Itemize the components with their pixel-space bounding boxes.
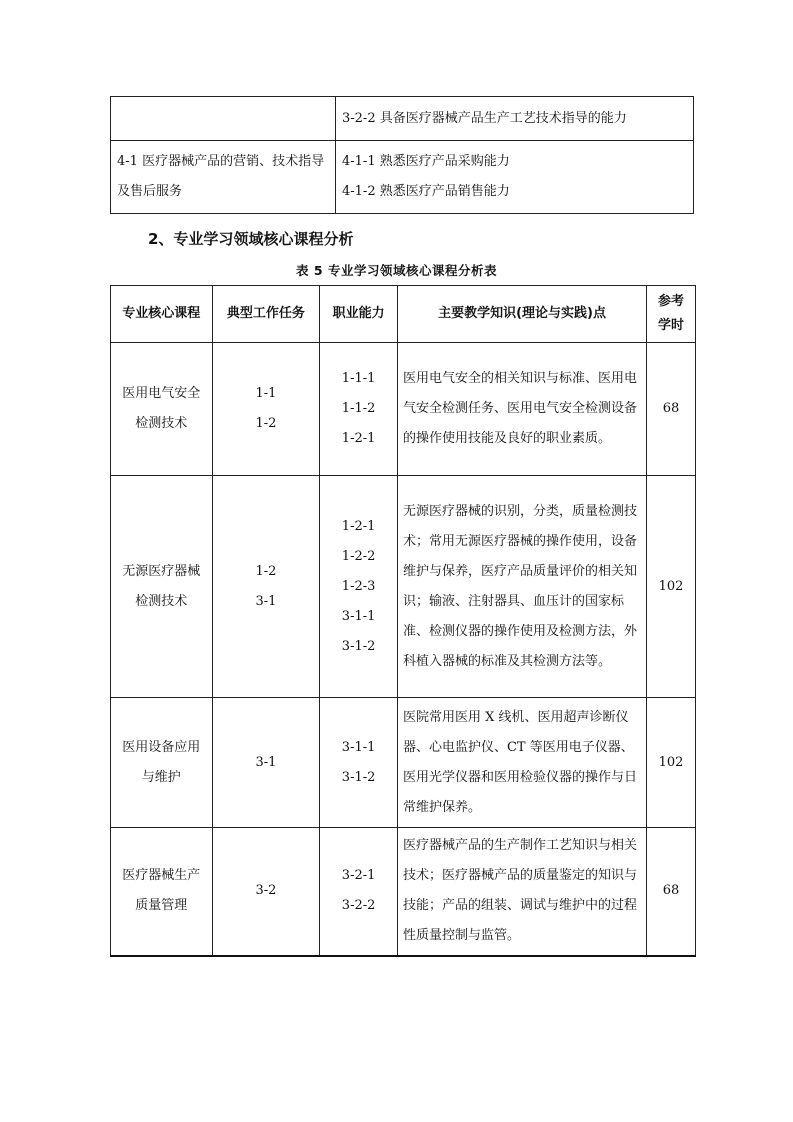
course-line: 医用设备应用 xyxy=(122,739,201,755)
ability-text: 3-2-2 具备医疗器械产品生产工艺技术指导的能力 xyxy=(342,110,627,126)
table-row xyxy=(111,698,696,828)
ability-code: 3-1-2 xyxy=(341,638,376,654)
course-cell xyxy=(111,828,213,956)
course-cell xyxy=(111,698,213,828)
ability-code: 3-2-1 xyxy=(341,868,376,884)
task-code: 3-1 xyxy=(255,754,277,770)
knowledge-cell: 医院常用医用 X 线机、医用超声诊断仪器、心电监护仪、CT 等医用电子仪器、医用光学仪器和医用检验仪器的操作与日常维护保养。 xyxy=(397,698,646,828)
header-knowledge: 主要教学知识(理论与实践)点 xyxy=(397,286,646,343)
task-code: 1-2 xyxy=(255,416,277,431)
ability-code: 1-1-2 xyxy=(341,401,376,416)
course-line: 医疗器械生产 xyxy=(122,868,201,884)
course-line: 医用电气安全 xyxy=(122,386,201,401)
task-code: 1-1 xyxy=(255,386,277,401)
ability-text: 4-1-2 熟悉医疗产品销售能力 xyxy=(342,184,510,199)
hours-cell: 68 xyxy=(647,343,696,476)
header-hours xyxy=(647,286,696,343)
header-hours-line2: 学时 xyxy=(658,318,685,333)
header-hours-line1: 参考 xyxy=(658,294,685,309)
table-cell-empty xyxy=(111,97,336,141)
course-cell xyxy=(111,476,213,698)
course-line: 检测技术 xyxy=(135,416,188,431)
continuation-table xyxy=(110,96,694,214)
task-code: 3-2 xyxy=(255,883,277,899)
course-line: 质量管理 xyxy=(135,898,188,914)
ability-code: 1-2-2 xyxy=(341,548,376,564)
abilities-cell xyxy=(320,343,398,476)
abilities-cell xyxy=(320,828,398,956)
table-row xyxy=(111,141,694,214)
table-cell xyxy=(336,97,694,141)
table-row xyxy=(111,97,694,141)
ability-text: 4-1-1 熟悉医疗产品采购能力 xyxy=(342,154,510,169)
ability-code: 1-2-1 xyxy=(341,431,376,446)
header-abilities: 职业能力 xyxy=(320,286,398,343)
core-course-table xyxy=(110,285,696,957)
abilities-cell xyxy=(320,698,398,828)
table-header-row xyxy=(111,286,696,343)
course-line: 检测技术 xyxy=(135,593,188,609)
course-line: 无源医疗器械 xyxy=(122,563,201,579)
table-row xyxy=(111,343,696,476)
course-cell xyxy=(111,343,213,476)
table-row xyxy=(111,828,696,956)
hours-cell: 102 xyxy=(647,476,696,698)
task-code: 1-2 xyxy=(255,563,277,579)
section-heading: 2、专业学习领域核心课程分析 xyxy=(148,230,354,248)
table-caption: 表 5 专业学习领域核心课程分析表 xyxy=(296,263,497,278)
hours-cell: 68 xyxy=(647,828,696,956)
tasks-cell xyxy=(212,698,320,828)
ability-code: 3-1-1 xyxy=(341,739,376,755)
tasks-cell xyxy=(212,828,320,956)
knowledge-cell: 医用电气安全的相关知识与标准、医用电气安全检测任务、医用电气安全检测设备的操作使用技能及良好的职业素质。 xyxy=(397,343,646,476)
knowledge-cell: 医疗器械产品的生产制作工艺知识与相关技术；医疗器械产品的质量鉴定的知识与技能；产品的组装、调试与维护中的过程性质量控制与监管。 xyxy=(397,828,646,956)
table-cell: 4-1 医疗器械产品的营销、技术指导及售后服务 xyxy=(111,141,336,214)
course-line: 与维护 xyxy=(141,769,181,785)
tasks-cell xyxy=(212,343,320,476)
ability-code: 1-2-3 xyxy=(341,578,376,594)
task-code: 3-1 xyxy=(255,593,277,609)
table-row xyxy=(111,476,696,698)
header-course: 专业核心课程 xyxy=(111,286,213,343)
table-cell xyxy=(336,141,694,214)
hours-cell: 102 xyxy=(647,698,696,828)
ability-code: 3-2-2 xyxy=(341,898,376,914)
ability-code: 3-1-1 xyxy=(341,608,376,624)
ability-code: 3-1-2 xyxy=(341,769,376,785)
ability-code: 1-2-1 xyxy=(341,518,376,534)
knowledge-cell: 无源医疗器械的识别，分类，质量检测技术；常用无源医疗器械的操作使用，设备维护与保养，医疗产品质量评价的相关知识；输液、注射器具、血压计的国家标准、检测仪器的操作使用及检测方法，外科植入器械的标准及其检测方法等。 xyxy=(397,476,646,698)
tasks-cell xyxy=(212,476,320,698)
header-tasks: 典型工作任务 xyxy=(212,286,320,343)
ability-code: 1-1-1 xyxy=(341,371,376,386)
abilities-cell xyxy=(320,476,398,698)
